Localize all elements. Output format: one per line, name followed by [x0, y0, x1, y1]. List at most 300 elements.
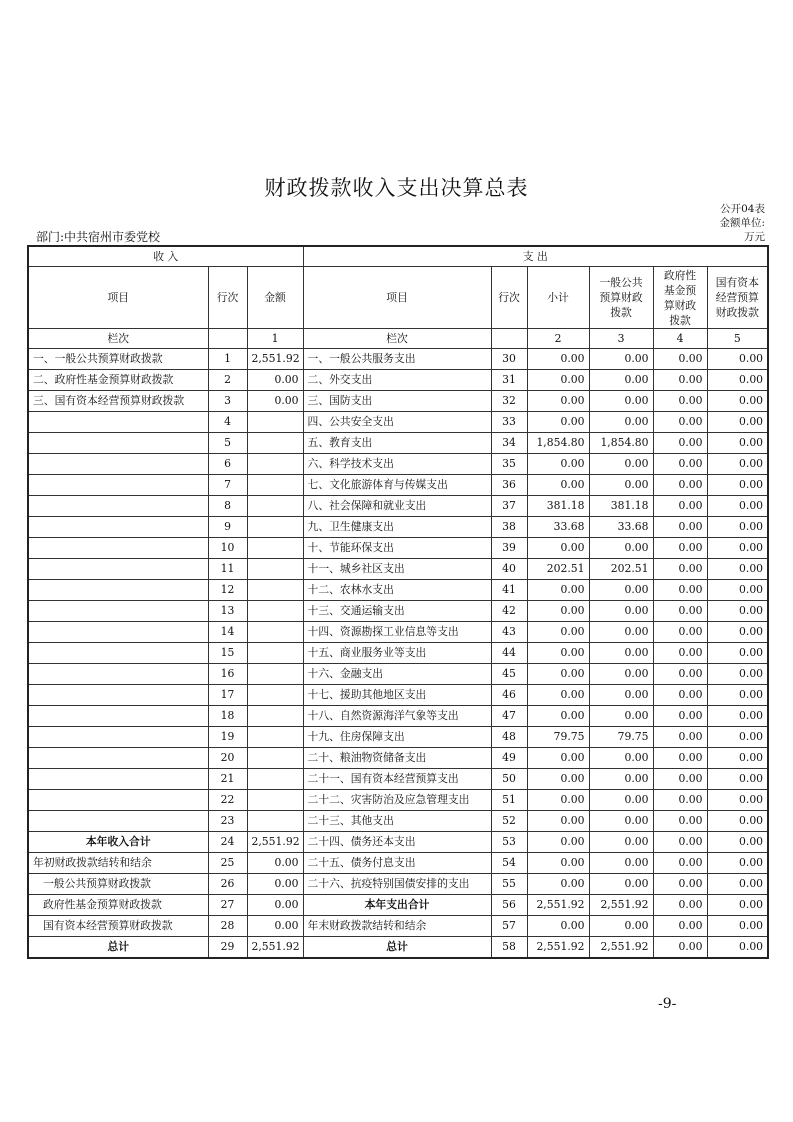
state-capital-value: 0.00 — [707, 664, 768, 685]
gov-fund-value: 0.00 — [653, 391, 707, 412]
state-capital-value: 0.00 — [707, 937, 768, 959]
income-section-label: 收 入 — [28, 246, 303, 267]
subtotal-value: 0.00 — [527, 853, 589, 874]
expense-item: 二、外交支出 — [303, 370, 491, 391]
expense-row-no: 36 — [491, 475, 527, 496]
income-amount — [247, 727, 303, 748]
expense-item: 二十三、其他支出 — [303, 811, 491, 832]
state-capital-value: 0.00 — [707, 538, 768, 559]
income-amount — [247, 643, 303, 664]
general-budget-value: 79.75 — [589, 727, 653, 748]
expense-item: 九、卫生健康支出 — [303, 517, 491, 538]
income-item: 三、国有资本经营预算财政拨款 — [28, 391, 208, 412]
income-item: 二、政府性基金预算财政拨款 — [28, 370, 208, 391]
subtotal-value: 79.75 — [527, 727, 589, 748]
expense-row-no: 34 — [491, 433, 527, 454]
expense-item: 四、公共安全支出 — [303, 412, 491, 433]
table-row — [28, 349, 768, 370]
subtotal-value: 0.00 — [527, 349, 589, 370]
page-number: -9- — [658, 996, 677, 1012]
income-item — [28, 769, 208, 790]
table-row — [28, 517, 768, 538]
budget-table — [27, 245, 769, 959]
general-budget-value: 0.00 — [589, 538, 653, 559]
income-item: 一般公共预算财政拨款 — [28, 874, 208, 895]
expense-item: 总计 — [303, 937, 491, 959]
income-row-no: 6 — [208, 454, 247, 475]
income-amount: 0.00 — [247, 391, 303, 412]
income-row-no: 24 — [208, 832, 247, 853]
income-row-no: 17 — [208, 685, 247, 706]
general-budget-value: 2,551.92 — [589, 895, 653, 916]
general-budget-value: 2,551.92 — [589, 937, 653, 959]
subtotal-value: 0.00 — [527, 748, 589, 769]
gov-fund-value: 0.00 — [653, 475, 707, 496]
income-item: 一、一般公共预算财政拨款 — [28, 349, 208, 370]
general-budget-value: 0.00 — [589, 685, 653, 706]
table-row — [28, 853, 768, 874]
income-amount: 0.00 — [247, 370, 303, 391]
income-item — [28, 454, 208, 475]
header-item: 项目 — [28, 267, 208, 329]
table-row — [28, 664, 768, 685]
income-amount — [247, 811, 303, 832]
expense-item: 十四、资源勘探工业信息等支出 — [303, 622, 491, 643]
gov-fund-value: 0.00 — [653, 349, 707, 370]
expense-item: 十六、金融支出 — [303, 664, 491, 685]
table-row — [28, 559, 768, 580]
gov-fund-value: 0.00 — [653, 769, 707, 790]
income-item — [28, 811, 208, 832]
income-item — [28, 412, 208, 433]
income-row-no: 18 — [208, 706, 247, 727]
income-item: 年初财政拨款结转和结余 — [28, 853, 208, 874]
subtotal-value: 0.00 — [527, 538, 589, 559]
expense-row-no: 55 — [491, 874, 527, 895]
table-row — [28, 601, 768, 622]
table-row — [28, 391, 768, 412]
state-capital-value: 0.00 — [707, 559, 768, 580]
expense-item: 二十四、债务还本支出 — [303, 832, 491, 853]
table-row — [28, 370, 768, 391]
state-capital-value: 0.00 — [707, 496, 768, 517]
header-amount: 金额 — [247, 267, 303, 329]
gov-fund-value: 0.00 — [653, 916, 707, 937]
income-row-no: 28 — [208, 916, 247, 937]
state-capital-value: 0.00 — [707, 874, 768, 895]
subtotal-value: 0.00 — [527, 790, 589, 811]
state-capital-value: 0.00 — [707, 769, 768, 790]
table-row — [28, 748, 768, 769]
expense-row-no: 44 — [491, 643, 527, 664]
general-budget-value: 0.00 — [589, 622, 653, 643]
expense-item: 七、文化旅游体育与传媒支出 — [303, 475, 491, 496]
expense-row-no: 57 — [491, 916, 527, 937]
column-header-row — [28, 267, 768, 329]
income-amount: 2,551.92 — [247, 349, 303, 370]
income-row-no: 8 — [208, 496, 247, 517]
income-item — [28, 685, 208, 706]
subtotal-value: 202.51 — [527, 559, 589, 580]
general-budget-value: 0.00 — [589, 454, 653, 475]
state-capital-value: 0.00 — [707, 391, 768, 412]
gov-fund-value: 0.00 — [653, 853, 707, 874]
income-amount — [247, 433, 303, 454]
income-item: 国有资本经营预算财政拨款 — [28, 916, 208, 937]
income-row-no: 19 — [208, 727, 247, 748]
general-budget-value: 0.00 — [589, 349, 653, 370]
header-row-no: 行次 — [208, 267, 247, 329]
table-row — [28, 433, 768, 454]
expense-row-no: 39 — [491, 538, 527, 559]
table-row — [28, 496, 768, 517]
income-amount — [247, 622, 303, 643]
gov-fund-value: 0.00 — [653, 790, 707, 811]
general-budget-value: 0.00 — [589, 769, 653, 790]
gov-fund-value: 0.00 — [653, 412, 707, 433]
subtotal-value: 0.00 — [527, 811, 589, 832]
income-amount — [247, 769, 303, 790]
state-capital-value: 0.00 — [707, 433, 768, 454]
gov-fund-value: 0.00 — [653, 559, 707, 580]
income-item — [28, 664, 208, 685]
general-budget-value: 0.00 — [589, 853, 653, 874]
state-capital-value: 0.00 — [707, 832, 768, 853]
expense-item: 十、节能环保支出 — [303, 538, 491, 559]
income-row-no: 1 — [208, 349, 247, 370]
general-budget-value: 0.00 — [589, 874, 653, 895]
state-capital-value: 0.00 — [707, 706, 768, 727]
subtotal-value: 0.00 — [527, 664, 589, 685]
table-row — [28, 811, 768, 832]
general-budget-value: 0.00 — [589, 748, 653, 769]
general-budget-value: 0.00 — [589, 664, 653, 685]
column-number-row — [28, 329, 768, 349]
table-row — [28, 454, 768, 475]
gov-fund-value: 0.00 — [653, 538, 707, 559]
gov-fund-value: 0.00 — [653, 685, 707, 706]
expense-row-no: 58 — [491, 937, 527, 959]
general-budget-value: 0.00 — [589, 601, 653, 622]
report-title: 财政拨款收入支出决算总表 — [264, 176, 529, 200]
header-gov-fund: 政府性 基金预 算财政 拨款 — [653, 267, 707, 329]
subtotal-value: 0.00 — [527, 832, 589, 853]
expense-row-no: 30 — [491, 349, 527, 370]
subtotal-value: 0.00 — [527, 769, 589, 790]
table-row — [28, 706, 768, 727]
header-exp-item: 项目 — [303, 267, 491, 329]
expense-item: 十九、住房保障支出 — [303, 727, 491, 748]
subtotal-value: 0.00 — [527, 706, 589, 727]
income-row-no: 11 — [208, 559, 247, 580]
income-item — [28, 517, 208, 538]
gov-fund-value: 0.00 — [653, 727, 707, 748]
header-subtotal: 小计 — [527, 267, 589, 329]
expense-row-no: 31 — [491, 370, 527, 391]
expense-row-no: 47 — [491, 706, 527, 727]
income-amount — [247, 664, 303, 685]
state-capital-value: 0.00 — [707, 349, 768, 370]
header-state-capital: 国有资本 经营预算 财政拨款 — [707, 267, 768, 329]
gov-fund-value: 0.00 — [653, 622, 707, 643]
subtotal-value: 2,551.92 — [527, 895, 589, 916]
gov-fund-value: 0.00 — [653, 496, 707, 517]
state-capital-value: 0.00 — [707, 601, 768, 622]
expense-item: 二十五、债务付息支出 — [303, 853, 491, 874]
gov-fund-value: 0.00 — [653, 706, 707, 727]
income-row-no: 26 — [208, 874, 247, 895]
income-amount: 2,551.92 — [247, 832, 303, 853]
state-capital-value: 0.00 — [707, 370, 768, 391]
subtotal-value: 0.00 — [527, 874, 589, 895]
income-row-no: 25 — [208, 853, 247, 874]
income-amount: 0.00 — [247, 895, 303, 916]
income-row-no: 16 — [208, 664, 247, 685]
expense-row-no: 42 — [491, 601, 527, 622]
table-row — [28, 874, 768, 895]
income-row-no: 21 — [208, 769, 247, 790]
state-capital-value: 0.00 — [707, 517, 768, 538]
expense-item: 八、社会保障和就业支出 — [303, 496, 491, 517]
table-row — [28, 685, 768, 706]
expense-row-no: 45 — [491, 664, 527, 685]
expense-item: 二十六、抗疫特别国债安排的支出 — [303, 874, 491, 895]
subtotal-value: 0.00 — [527, 685, 589, 706]
expense-row-no: 56 — [491, 895, 527, 916]
expense-item: 六、科学技术支出 — [303, 454, 491, 475]
subtotal-value: 0.00 — [527, 622, 589, 643]
colnum-4: 4 — [653, 329, 707, 349]
income-item: 本年收入合计 — [28, 832, 208, 853]
header-general-budget: 一般公共 预算财政 拨款 — [589, 267, 653, 329]
income-amount — [247, 790, 303, 811]
table-row — [28, 769, 768, 790]
expense-item: 二十、粮油物资储备支出 — [303, 748, 491, 769]
state-capital-value: 0.00 — [707, 895, 768, 916]
state-capital-value: 0.00 — [707, 454, 768, 475]
general-budget-value: 1,854.80 — [589, 433, 653, 454]
table-row — [28, 580, 768, 601]
colnum-3: 3 — [589, 329, 653, 349]
table-row — [28, 538, 768, 559]
general-budget-value: 0.00 — [589, 811, 653, 832]
subtotal-value: 0.00 — [527, 475, 589, 496]
gov-fund-value: 0.00 — [653, 643, 707, 664]
table-row — [28, 790, 768, 811]
colnum-exp-label: 栏次 — [303, 329, 491, 349]
table-row — [28, 412, 768, 433]
gov-fund-value: 0.00 — [653, 601, 707, 622]
state-capital-value: 0.00 — [707, 853, 768, 874]
general-budget-value: 381.18 — [589, 496, 653, 517]
colnum-empty — [208, 329, 247, 349]
unit-label: 金额单位: — [719, 217, 765, 229]
income-row-no: 22 — [208, 790, 247, 811]
income-item — [28, 727, 208, 748]
income-row-no: 13 — [208, 601, 247, 622]
income-row-no: 7 — [208, 475, 247, 496]
table-row — [28, 916, 768, 937]
expense-item: 二十二、灾害防治及应急管理支出 — [303, 790, 491, 811]
income-row-no: 12 — [208, 580, 247, 601]
expense-row-no: 35 — [491, 454, 527, 475]
gov-fund-value: 0.00 — [653, 664, 707, 685]
general-budget-value: 0.00 — [589, 475, 653, 496]
subtotal-value: 0.00 — [527, 601, 589, 622]
subtotal-value: 0.00 — [527, 391, 589, 412]
expense-item: 一、一般公共服务支出 — [303, 349, 491, 370]
subtotal-value: 33.68 — [527, 517, 589, 538]
form-code: 公开04表 — [720, 203, 765, 215]
income-item — [28, 559, 208, 580]
income-amount — [247, 685, 303, 706]
gov-fund-value: 0.00 — [653, 811, 707, 832]
colnum-label: 栏次 — [28, 329, 208, 349]
income-row-no: 3 — [208, 391, 247, 412]
income-amount — [247, 601, 303, 622]
subtotal-value: 0.00 — [527, 454, 589, 475]
state-capital-value: 0.00 — [707, 622, 768, 643]
income-row-no: 10 — [208, 538, 247, 559]
table-row — [28, 622, 768, 643]
expense-item: 十七、援助其他地区支出 — [303, 685, 491, 706]
expense-row-no: 38 — [491, 517, 527, 538]
colnum-2: 2 — [527, 329, 589, 349]
colnum-5: 5 — [707, 329, 768, 349]
income-item — [28, 580, 208, 601]
income-row-no: 4 — [208, 412, 247, 433]
general-budget-value: 0.00 — [589, 790, 653, 811]
general-budget-value: 0.00 — [589, 643, 653, 664]
expense-row-no: 51 — [491, 790, 527, 811]
income-amount — [247, 475, 303, 496]
gov-fund-value: 0.00 — [653, 580, 707, 601]
gov-fund-value: 0.00 — [653, 433, 707, 454]
income-amount — [247, 748, 303, 769]
income-amount — [247, 706, 303, 727]
expense-item: 十八、自然资源海洋气象等支出 — [303, 706, 491, 727]
expense-row-no: 49 — [491, 748, 527, 769]
expense-row-no: 32 — [491, 391, 527, 412]
income-amount — [247, 538, 303, 559]
income-item: 总计 — [28, 937, 208, 959]
income-amount: 2,551.92 — [247, 937, 303, 959]
general-budget-value: 0.00 — [589, 580, 653, 601]
state-capital-value: 0.00 — [707, 580, 768, 601]
income-amount — [247, 559, 303, 580]
income-item — [28, 643, 208, 664]
expense-row-no: 41 — [491, 580, 527, 601]
expense-row-no: 46 — [491, 685, 527, 706]
income-amount: 0.00 — [247, 916, 303, 937]
income-row-no: 23 — [208, 811, 247, 832]
subtotal-value: 0.00 — [527, 370, 589, 391]
colnum-1: 1 — [247, 329, 303, 349]
gov-fund-value: 0.00 — [653, 937, 707, 959]
gov-fund-value: 0.00 — [653, 874, 707, 895]
income-amount: 0.00 — [247, 874, 303, 895]
general-budget-value: 0.00 — [589, 706, 653, 727]
subtotal-value: 0.00 — [527, 643, 589, 664]
income-row-no: 9 — [208, 517, 247, 538]
table-row — [28, 475, 768, 496]
expense-row-no: 50 — [491, 769, 527, 790]
state-capital-value: 0.00 — [707, 916, 768, 937]
general-budget-value: 33.68 — [589, 517, 653, 538]
state-capital-value: 0.00 — [707, 748, 768, 769]
income-item — [28, 538, 208, 559]
income-item — [28, 433, 208, 454]
expense-item: 年末财政拨款结转和结余 — [303, 916, 491, 937]
income-item — [28, 496, 208, 517]
subtotal-value: 0.00 — [527, 580, 589, 601]
expense-item: 十一、城乡社区支出 — [303, 559, 491, 580]
income-row-no: 20 — [208, 748, 247, 769]
section-header-row — [28, 246, 768, 267]
state-capital-value: 0.00 — [707, 790, 768, 811]
income-row-no: 2 — [208, 370, 247, 391]
state-capital-value: 0.00 — [707, 685, 768, 706]
colnum-empty — [491, 329, 527, 349]
gov-fund-value: 0.00 — [653, 748, 707, 769]
table-row — [28, 895, 768, 916]
subtotal-value: 2,551.92 — [527, 937, 589, 959]
header-exp-row-no: 行次 — [491, 267, 527, 329]
expense-item: 本年支出合计 — [303, 895, 491, 916]
state-capital-value: 0.00 — [707, 727, 768, 748]
expense-row-no: 37 — [491, 496, 527, 517]
gov-fund-value: 0.00 — [653, 370, 707, 391]
income-item — [28, 622, 208, 643]
general-budget-value: 0.00 — [589, 832, 653, 853]
income-item — [28, 748, 208, 769]
table-row — [28, 832, 768, 853]
general-budget-value: 0.00 — [589, 916, 653, 937]
table-row — [28, 937, 768, 959]
subtotal-value: 381.18 — [527, 496, 589, 517]
gov-fund-value: 0.00 — [653, 454, 707, 475]
income-row-no: 29 — [208, 937, 247, 959]
income-amount: 0.00 — [247, 853, 303, 874]
gov-fund-value: 0.00 — [653, 517, 707, 538]
income-row-no: 27 — [208, 895, 247, 916]
expense-item: 三、国防支出 — [303, 391, 491, 412]
income-item: 政府性基金预算财政拨款 — [28, 895, 208, 916]
subtotal-value: 0.00 — [527, 916, 589, 937]
table-row — [28, 643, 768, 664]
income-item — [28, 706, 208, 727]
income-item — [28, 475, 208, 496]
state-capital-value: 0.00 — [707, 811, 768, 832]
state-capital-value: 0.00 — [707, 643, 768, 664]
expense-row-no: 40 — [491, 559, 527, 580]
expense-row-no: 52 — [491, 811, 527, 832]
expense-item: 五、教育支出 — [303, 433, 491, 454]
subtotal-value: 0.00 — [527, 412, 589, 433]
income-row-no: 15 — [208, 643, 247, 664]
income-item — [28, 601, 208, 622]
expense-row-no: 43 — [491, 622, 527, 643]
income-amount — [247, 496, 303, 517]
department-label: 部门:中共宿州市委党校 — [36, 230, 161, 244]
general-budget-value: 202.51 — [589, 559, 653, 580]
income-amount — [247, 517, 303, 538]
income-amount — [247, 580, 303, 601]
expense-item: 二十一、国有资本经营预算支出 — [303, 769, 491, 790]
expense-item: 十三、交通运输支出 — [303, 601, 491, 622]
state-capital-value: 0.00 — [707, 475, 768, 496]
state-capital-value: 0.00 — [707, 412, 768, 433]
